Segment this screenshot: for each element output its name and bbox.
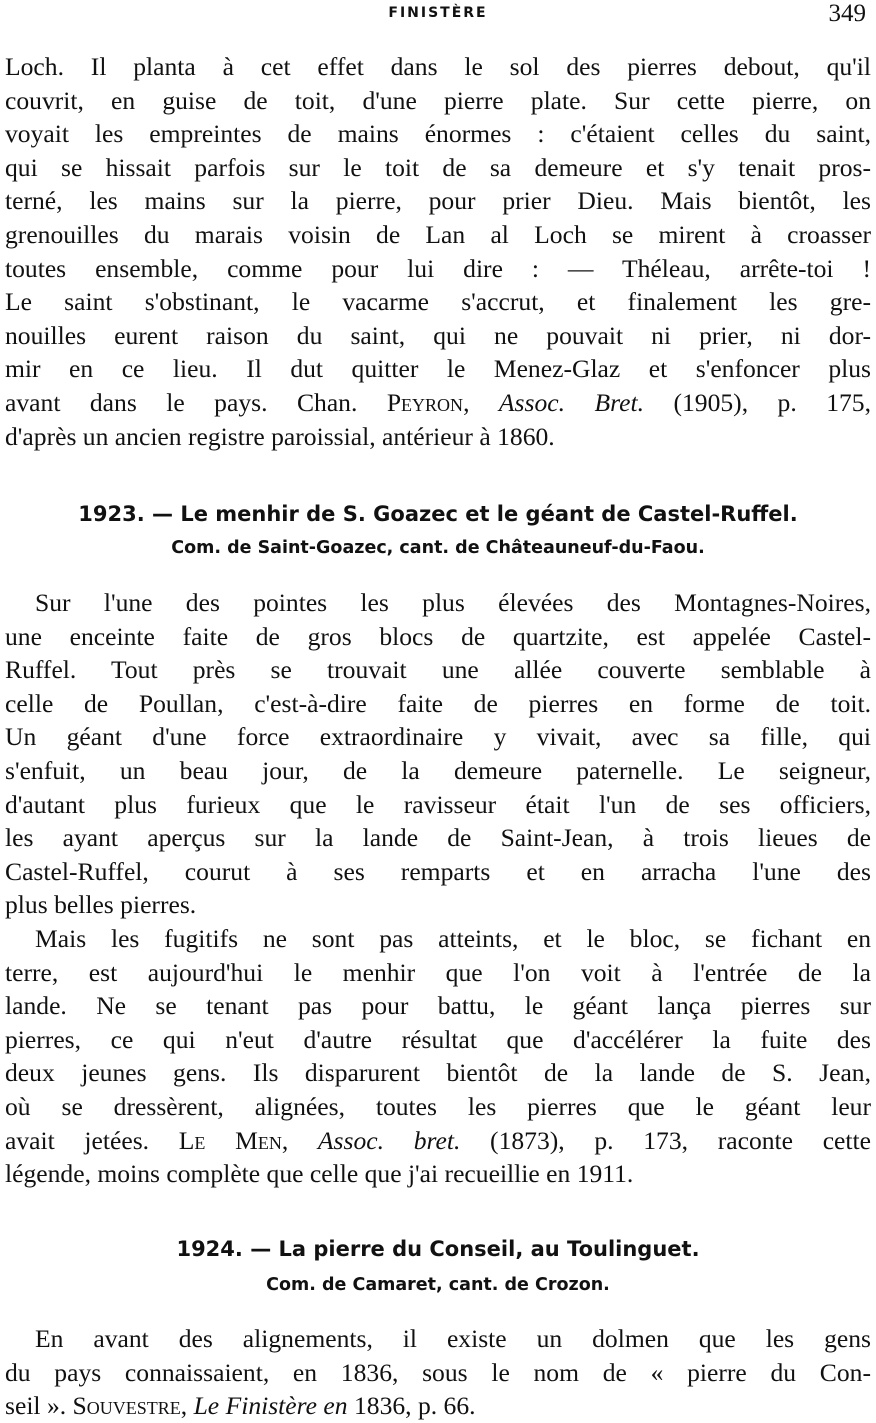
section-1924-text <box>5 1322 871 1423</box>
text-line: terre, est aujourd'hui le menhir que l'on voit à l'entrée de la <box>5 957 871 987</box>
citation-source: Le Finistère en <box>193 1391 348 1421</box>
section-subheading-1923: Com. de Saint-Goazec, cant. de Châteauneuf-du-Faou. <box>171 538 705 558</box>
citation-text: avant dans le pays. Chan. <box>5 387 387 417</box>
text-line: deux jeunes gens. Ils disparurent bientôt de la lande de S. Jean, <box>5 1058 871 1088</box>
citation-line <box>5 1124 871 1158</box>
text-line: les ayant aperçus sur la lande de Saint-Jean, à trois lieues de <box>5 823 871 853</box>
citation-author: Souvestre <box>72 1391 181 1421</box>
citation-text: seil ». <box>5 1391 73 1421</box>
citation-source: Assoc. Bret. <box>498 387 644 417</box>
citation-text: 1836, p. 66. <box>347 1391 476 1421</box>
text-line: Loch. Il planta à cet effet dans le sol des pierres debout, qu'il <box>5 52 871 81</box>
text-line: d'autant plus furieux que le ravisseur était l'un de ses officiers, <box>5 789 871 819</box>
citation-text: (1905), p. 175, <box>644 387 871 417</box>
section-subheading-1924: Com. de Camaret, cant. de Crozon. <box>266 1275 610 1295</box>
citation-text: (1873), p. 173, raconte cette <box>460 1125 871 1155</box>
text-line: lande. Ne se tenant pas pour battu, le géant lança pierres sur <box>5 991 871 1021</box>
text-line: couvrit, en guise de toit, d'une pierre plate. Sur cette pierre, on <box>5 85 871 115</box>
text-line: pierres, ce qui n'eut d'autre résultat que d'accélérer la fuite des <box>5 1024 871 1054</box>
text-line: du pays connaissaient, en 1836, sous le nom de « pierre du Con- <box>5 1357 871 1387</box>
text-line: Le saint s'obstinant, le vacarme s'accrut, et finalement les gre- <box>5 287 871 317</box>
text-line: où se dressèrent, alignées, toutes les pierres que le géant leur <box>5 1091 871 1121</box>
text-line: Sur l'une des pointes les plus élevées des Montagnes-Noires, <box>35 588 871 617</box>
text-line: s'enfuit, un beau jour, de la demeure paternelle. Le seigneur, <box>5 755 871 785</box>
text-line: légende, moins complète que celle que j'ai recueillie en 1911. <box>5 1159 634 1189</box>
text-line: qui se hissait parfois sur le toit de sa demeure et s'y tenait pros- <box>5 152 871 182</box>
section-1923-text <box>5 586 871 1191</box>
text-line: grenouilles du marais voisin de Lan al Loch se mirent à croasser <box>5 219 871 249</box>
citation-author: Le Men <box>178 1125 282 1155</box>
paragraph-continued <box>5 50 871 453</box>
page-number: 349 <box>828 0 866 27</box>
text-line: Ruffel. Tout près se trouvait une allée couverte semblable à <box>5 655 871 685</box>
text-line: une enceinte faite de gros blocs de quartzite, est appelée Castel- <box>5 621 871 651</box>
citation-text: , <box>463 387 499 417</box>
citation-text: , <box>180 1391 194 1421</box>
section-heading-1923: 1923. — Le menhir de S. Goazec et le géant de Castel-Ruffel. <box>78 502 798 526</box>
text-line: voyait les empreintes de mains énormes : c'étaient celles du saint, <box>5 119 871 149</box>
citation-line <box>5 386 871 420</box>
citation-author: Peyron <box>386 387 464 417</box>
text-line: toutes ensemble, comme pour lui dire : — Théleau, arrête-toi ! <box>5 253 871 283</box>
text-line: celle de Poullan, c'est-à-dire faite de pierres en forme de toit. <box>5 688 871 718</box>
citation-text: , <box>281 1125 318 1155</box>
text-line: plus belles pierres. <box>5 890 197 920</box>
text-line: Un géant d'une force extraordinaire y vivait, avec sa fille, qui <box>5 722 871 752</box>
text-line: nouilles eurent raison du saint, qui ne pouvait ni prier, ni dor- <box>5 320 871 350</box>
section-heading-1924: 1924. — La pierre du Conseil, au Toulinguet. <box>176 1237 700 1261</box>
text-line: terné, les mains sur la pierre, pour prier Dieu. Mais bientôt, les <box>5 186 871 216</box>
citation-text: avait jetées. <box>5 1125 179 1155</box>
citation-source: Assoc. bret. <box>317 1125 461 1155</box>
text-line: En avant des alignements, il existe un dolmen que les gens <box>35 1324 871 1353</box>
running-title: FINISTÈRE <box>388 5 488 21</box>
text-line: mir en ce lieu. Il dut quitter le Menez-Glaz et s'enfoncer plus <box>5 354 871 384</box>
text-line: d'après un ancien registre paroissial, antérieur à 1860. <box>5 421 555 451</box>
citation-line <box>5 1389 871 1423</box>
text-line: Castel-Ruffel, courut à ses remparts et en arracha l'une des <box>5 856 871 886</box>
running-head <box>0 0 876 29</box>
text-line: Mais les fugitifs ne sont pas atteints, et le bloc, se fichant en <box>35 923 871 953</box>
